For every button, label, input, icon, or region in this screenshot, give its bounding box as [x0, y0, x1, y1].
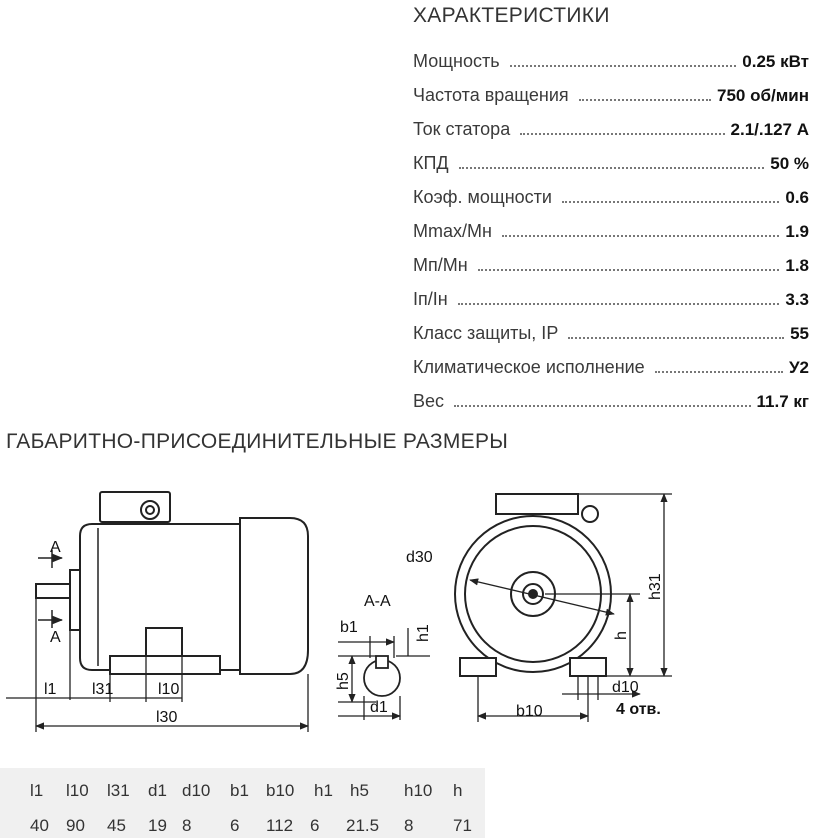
- fan-cover: [240, 518, 308, 674]
- spec-label: КПД: [413, 153, 449, 173]
- table-cell: 8: [404, 816, 414, 835]
- foot-bolt-block: [146, 628, 182, 656]
- leader-dots: [502, 235, 779, 237]
- leader-dots: [579, 99, 711, 101]
- spec-value: 55: [790, 324, 809, 343]
- spec-row: [413, 344, 809, 378]
- table-cell: 112: [266, 816, 294, 835]
- label-h31: h31: [647, 573, 664, 600]
- leader-dots: [510, 65, 737, 67]
- spec-label: Частота вращения: [413, 85, 569, 105]
- spec-value: 0.6: [785, 188, 809, 207]
- leader-dots: [458, 303, 780, 305]
- dimensions-title: ГАБАРИТНО-ПРИСОЕДИНИТЕЛЬНЫЕ РАЗМЕРЫ: [6, 430, 509, 453]
- label-d1: d1: [370, 699, 388, 716]
- spec-label: Мощность: [413, 51, 500, 71]
- leader-dots: [454, 405, 751, 407]
- table-cell: 6: [310, 816, 320, 835]
- motor-drawing: [0, 470, 700, 770]
- flange: [70, 570, 80, 630]
- spec-label: Коэф. мощности: [413, 187, 552, 207]
- spec-value: 0.25 кВт: [742, 52, 809, 71]
- spec-row: [413, 106, 809, 140]
- front-gland: [582, 506, 598, 522]
- foot: [110, 656, 220, 674]
- table-cell: 8: [182, 816, 192, 835]
- label-d30: d30: [406, 549, 433, 566]
- spec-label: Климатическое исполнение: [413, 357, 645, 377]
- spec-label: Класс защиты, IP: [413, 323, 559, 343]
- front-foot-right: [570, 658, 606, 676]
- spec-label: Ток статора: [413, 119, 511, 139]
- table-cell: 19: [148, 816, 167, 835]
- leader-dots: [562, 201, 779, 203]
- table-header: b1: [230, 781, 249, 800]
- label-h5: h5: [335, 672, 352, 690]
- table-cell: 45: [107, 816, 126, 835]
- table-header: h10: [404, 781, 433, 800]
- leader-dots: [520, 133, 724, 135]
- table-header: h1: [314, 781, 333, 800]
- front-foot-left: [460, 658, 496, 676]
- table-header: b10: [266, 781, 295, 800]
- table-cell: 21.5: [346, 816, 380, 835]
- table-cell: 90: [66, 816, 85, 835]
- label-h: h: [613, 631, 630, 640]
- label-b10: b10: [516, 703, 543, 720]
- spec-value: 750 об/мин: [717, 86, 809, 105]
- spec-row: [413, 140, 809, 174]
- leader-dots: [655, 371, 783, 373]
- spec-row: [413, 174, 809, 208]
- spec-row: [413, 72, 809, 106]
- spec-row: [413, 208, 809, 242]
- front-terminal-box: [496, 494, 578, 514]
- key: [376, 656, 388, 668]
- label-holes: 4 отв.: [616, 701, 661, 718]
- label-a-top: А: [50, 539, 61, 556]
- spec-row: [413, 276, 809, 310]
- leader-dots: [478, 269, 780, 271]
- label-l30: l30: [156, 709, 178, 726]
- table-cell: 6: [230, 816, 240, 835]
- spec-label: Вес: [413, 391, 445, 411]
- table-header: l10: [66, 781, 89, 800]
- spec-value: У2: [788, 358, 809, 377]
- shaft: [36, 584, 70, 598]
- table-header: h5: [350, 781, 369, 800]
- label-l1: l1: [44, 681, 57, 698]
- spec-row: [413, 310, 809, 344]
- leader-dots: [459, 167, 765, 169]
- label-l10: l10: [158, 681, 180, 698]
- table-header: d1: [148, 781, 167, 800]
- spec-value: 1.8: [785, 256, 809, 275]
- table-cell: 40: [30, 816, 49, 835]
- label-l31: l31: [92, 681, 114, 698]
- table-header: d10: [182, 781, 211, 800]
- label-b1: b1: [340, 619, 358, 636]
- spec-row: [413, 378, 809, 412]
- spec-label: Mmax/Mн: [413, 221, 492, 241]
- label-d10: d10: [612, 679, 639, 696]
- label-section: А-А: [364, 593, 391, 610]
- leader-dots: [568, 337, 784, 339]
- spec-row: [413, 38, 809, 72]
- label-a-bottom: А: [50, 629, 61, 646]
- spec-value: 11.7 кг: [756, 392, 809, 411]
- label-h1: h1: [415, 624, 432, 642]
- characteristics-title: ХАРАКТЕРИСТИКИ: [413, 4, 610, 27]
- spec-value: 2.1/.127 А: [730, 120, 809, 139]
- spec-label: Mп/Mн: [413, 255, 468, 275]
- table-cell: 71: [453, 816, 472, 835]
- spec-value: 50 %: [770, 154, 809, 173]
- table-header: h: [453, 781, 463, 800]
- table-header: l31: [107, 781, 130, 800]
- spec-row: [413, 242, 809, 276]
- spec-label: Iп/Iн: [413, 289, 448, 309]
- table-header: l1: [30, 781, 44, 800]
- spec-value: 1.9: [785, 222, 809, 241]
- spec-value: 3.3: [785, 290, 809, 309]
- characteristics-list: [413, 38, 809, 412]
